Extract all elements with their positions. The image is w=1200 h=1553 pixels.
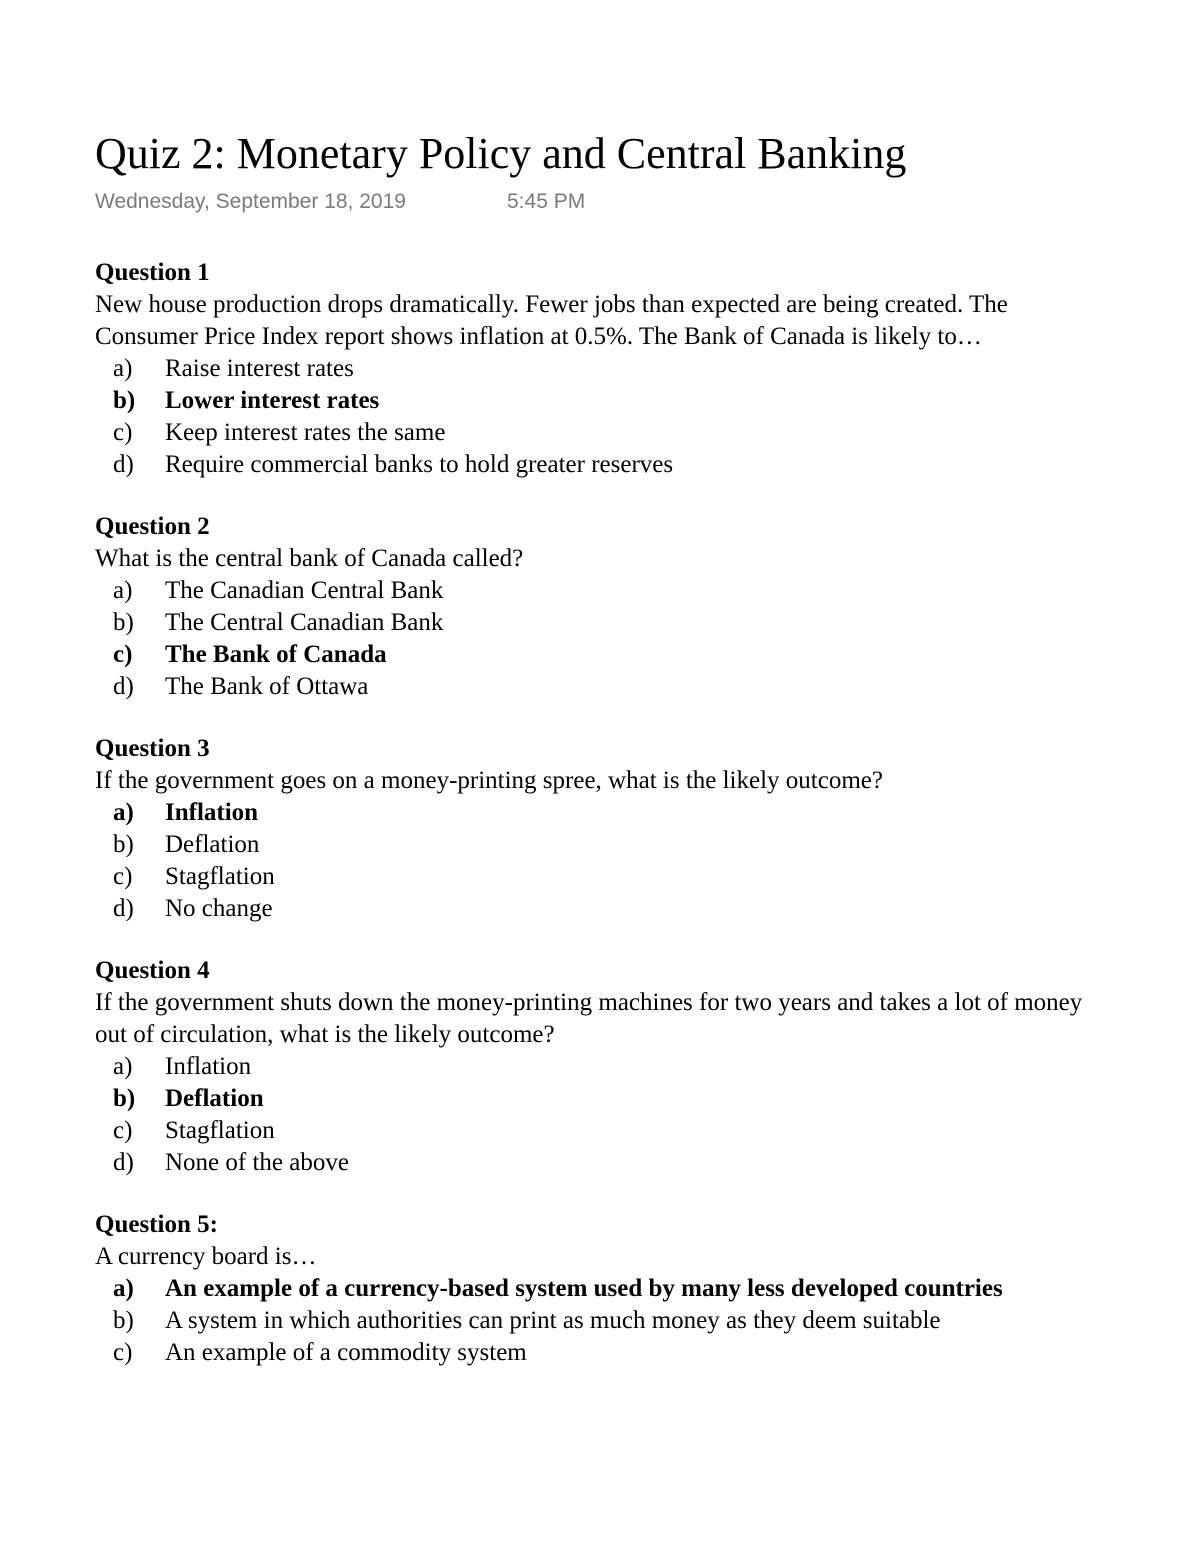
question-text: What is the central bank of Canada called? xyxy=(95,545,524,572)
question-text: A currency board is… xyxy=(95,1243,317,1270)
note-time: 5:45 PM xyxy=(507,190,586,213)
answer-option-correct xyxy=(95,797,1105,829)
question-3 xyxy=(95,733,1105,925)
option-text: An example of a currency-based system used by many less developed countries xyxy=(165,1275,1003,1302)
option-letter: a) xyxy=(113,577,133,604)
option-text: Inflation xyxy=(165,799,259,826)
option-letter: b) xyxy=(113,1307,134,1334)
option-text: The Bank of Canada xyxy=(165,641,387,668)
answer-option-correct xyxy=(95,639,1105,671)
answer-options xyxy=(95,1273,1105,1369)
option-text: Require commercial banks to hold greater reserves xyxy=(165,451,674,478)
answer-options xyxy=(95,797,1105,925)
option-text: A system in which authorities can print as much money as they deem suitable xyxy=(165,1307,941,1334)
answer-options xyxy=(95,353,1105,481)
option-letter: c) xyxy=(113,1117,133,1144)
option-letter: a) xyxy=(113,1053,133,1080)
option-text: No change xyxy=(165,895,273,922)
option-text: The Central Canadian Bank xyxy=(165,609,444,636)
question-text: New house production drops dramatically. Fewer jobs than expected are being created. The Consumer Price Index report shows inflation at 0.5%. The Bank of Canada is likely to… xyxy=(95,291,1008,350)
option-letter: b) xyxy=(113,609,134,636)
option-text: An example of a commodity system xyxy=(165,1339,527,1366)
page-title: Quiz 2: Monetary Policy and Central Banking xyxy=(95,129,907,178)
option-text: Stagflation xyxy=(165,1117,275,1144)
answer-option xyxy=(95,861,1105,893)
answer-option xyxy=(95,893,1105,925)
option-letter: b) xyxy=(113,1085,136,1112)
answer-option xyxy=(95,417,1105,449)
option-letter: a) xyxy=(113,1275,134,1302)
answer-option xyxy=(95,1337,1105,1369)
option-letter: d) xyxy=(113,451,134,478)
answer-options xyxy=(95,575,1105,703)
question-heading: Question 5: xyxy=(95,1211,218,1238)
answer-option xyxy=(95,575,1105,607)
option-letter: b) xyxy=(113,831,134,858)
option-letter: b) xyxy=(113,387,136,414)
answer-option-correct xyxy=(95,1083,1105,1115)
answer-option xyxy=(95,353,1105,385)
option-text: The Canadian Central Bank xyxy=(165,577,444,604)
question-5 xyxy=(95,1209,1105,1369)
option-letter: c) xyxy=(113,641,133,668)
option-text: Inflation xyxy=(165,1053,252,1080)
option-letter: c) xyxy=(113,419,133,446)
question-4 xyxy=(95,955,1105,1179)
question-2 xyxy=(95,511,1105,703)
option-letter: d) xyxy=(113,895,134,922)
question-text: If the government shuts down the money-printing machines for two years and takes a lot of money out of circulation, what is the likely outcome? xyxy=(95,989,1083,1048)
option-letter: a) xyxy=(113,355,133,382)
answer-option xyxy=(95,1305,1105,1337)
question-heading: Question 4 xyxy=(95,957,210,984)
document-page xyxy=(95,128,1105,1369)
question-heading: Question 2 xyxy=(95,513,210,540)
question-1 xyxy=(95,257,1105,481)
option-letter: d) xyxy=(113,1149,134,1176)
answer-options xyxy=(95,1051,1105,1179)
answer-option xyxy=(95,1051,1105,1083)
answer-option xyxy=(95,1115,1105,1147)
question-heading: Question 1 xyxy=(95,259,210,286)
answer-option xyxy=(95,607,1105,639)
option-text: Deflation xyxy=(165,831,260,858)
answer-option xyxy=(95,449,1105,481)
option-text: Raise interest rates xyxy=(165,355,354,382)
option-letter: a) xyxy=(113,799,134,826)
option-text: Lower interest rates xyxy=(165,387,380,414)
note-timestamp xyxy=(95,188,1105,216)
option-text: Keep interest rates the same xyxy=(165,419,446,446)
question-text: If the government goes on a money-printing spree, what is the likely outcome? xyxy=(95,767,883,794)
option-letter: c) xyxy=(113,1339,133,1366)
option-letter: c) xyxy=(113,863,133,890)
note-date: Wednesday, September 18, 2019 xyxy=(95,190,406,213)
option-letter: d) xyxy=(113,673,134,700)
option-text: The Bank of Ottawa xyxy=(165,673,369,700)
answer-option-correct xyxy=(95,385,1105,417)
answer-option xyxy=(95,1147,1105,1179)
question-heading: Question 3 xyxy=(95,735,210,762)
option-text: Deflation xyxy=(165,1085,264,1112)
option-text: None of the above xyxy=(165,1149,349,1176)
question-list xyxy=(95,257,1105,1369)
option-text: Stagflation xyxy=(165,863,275,890)
answer-option xyxy=(95,829,1105,861)
answer-option-correct xyxy=(95,1273,1105,1305)
answer-option xyxy=(95,671,1105,703)
